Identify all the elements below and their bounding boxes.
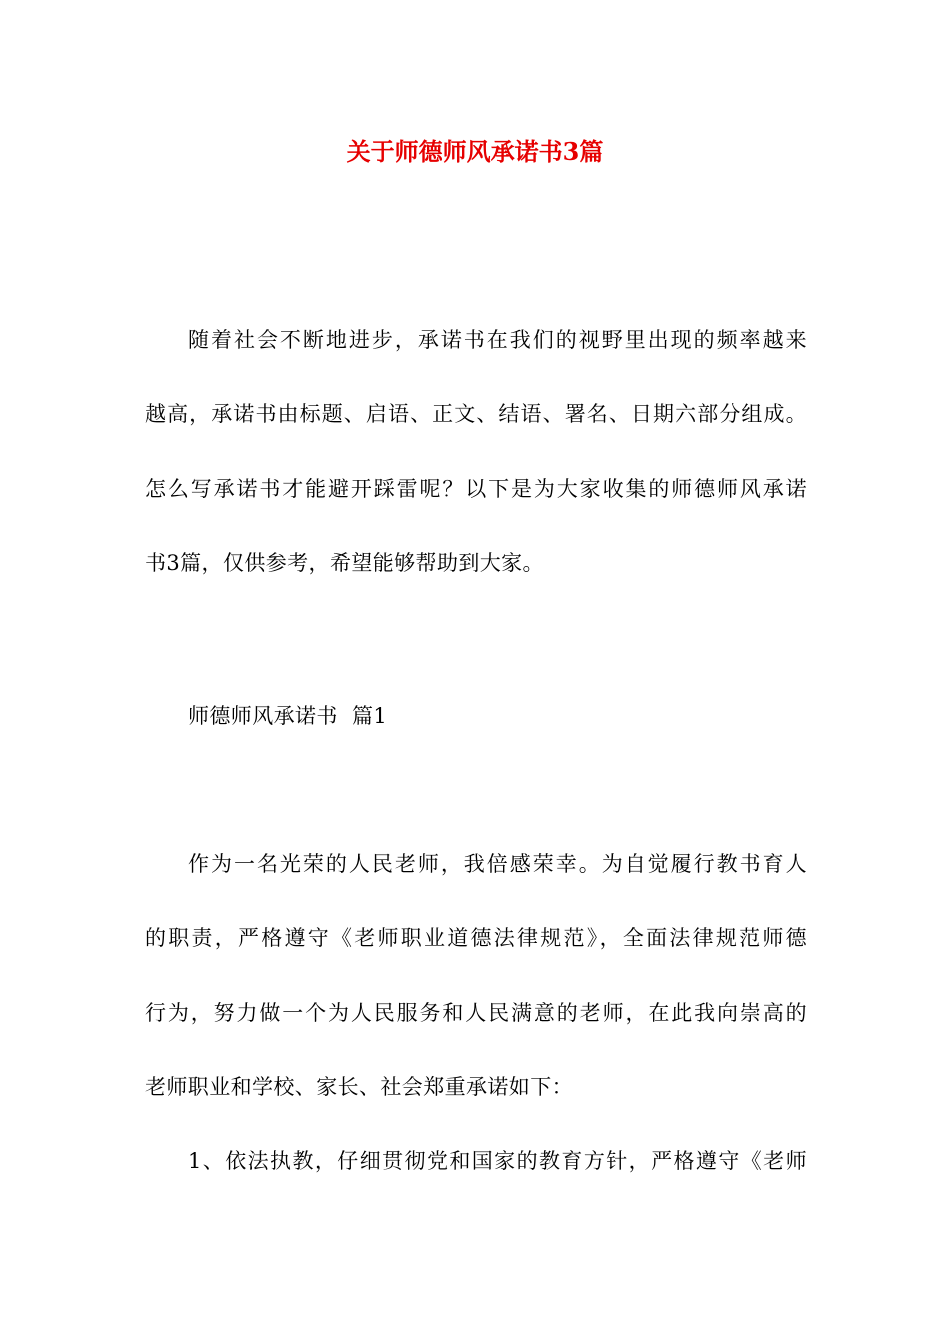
body-line-3: 行为，努力做一个为人民服务和人民满意的老师，在此我向崇高的 [145,1001,807,1025]
intro-line-1: 随着社会不断地进步，承诺书在我们的视野里出现的频率越来 [188,328,807,352]
body-line-5: 1、依法执教，仔细贯彻党和国家的教育方针，严格遵守《老师 [188,1149,807,1173]
body-line-2: 的职责，严格遵守《老师职业道德法律规范》，全面法律规范师德 [145,926,807,950]
intro-line-4: 书3篇，仅供参考，希望能够帮助到大家。 [145,551,544,575]
body-line-1: 作为一名光荣的人民老师，我倍感荣幸。为自觉履行教书育人 [188,852,807,876]
document-title: 关于师德师风承诺书3篇 [346,137,604,166]
intro-line-3: 怎么写承诺书才能避开踩雷呢？以下是为大家收集的师德师风承诺 [145,477,807,501]
body-line-4: 老师职业和学校、家长、社会郑重承诺如下： [145,1075,573,1099]
intro-line-2: 越高，承诺书由标题、启语、正文、结语、署名、日期六部分组成。 [145,402,807,426]
section-heading: 师德师风承诺书 篇1 [188,704,388,728]
